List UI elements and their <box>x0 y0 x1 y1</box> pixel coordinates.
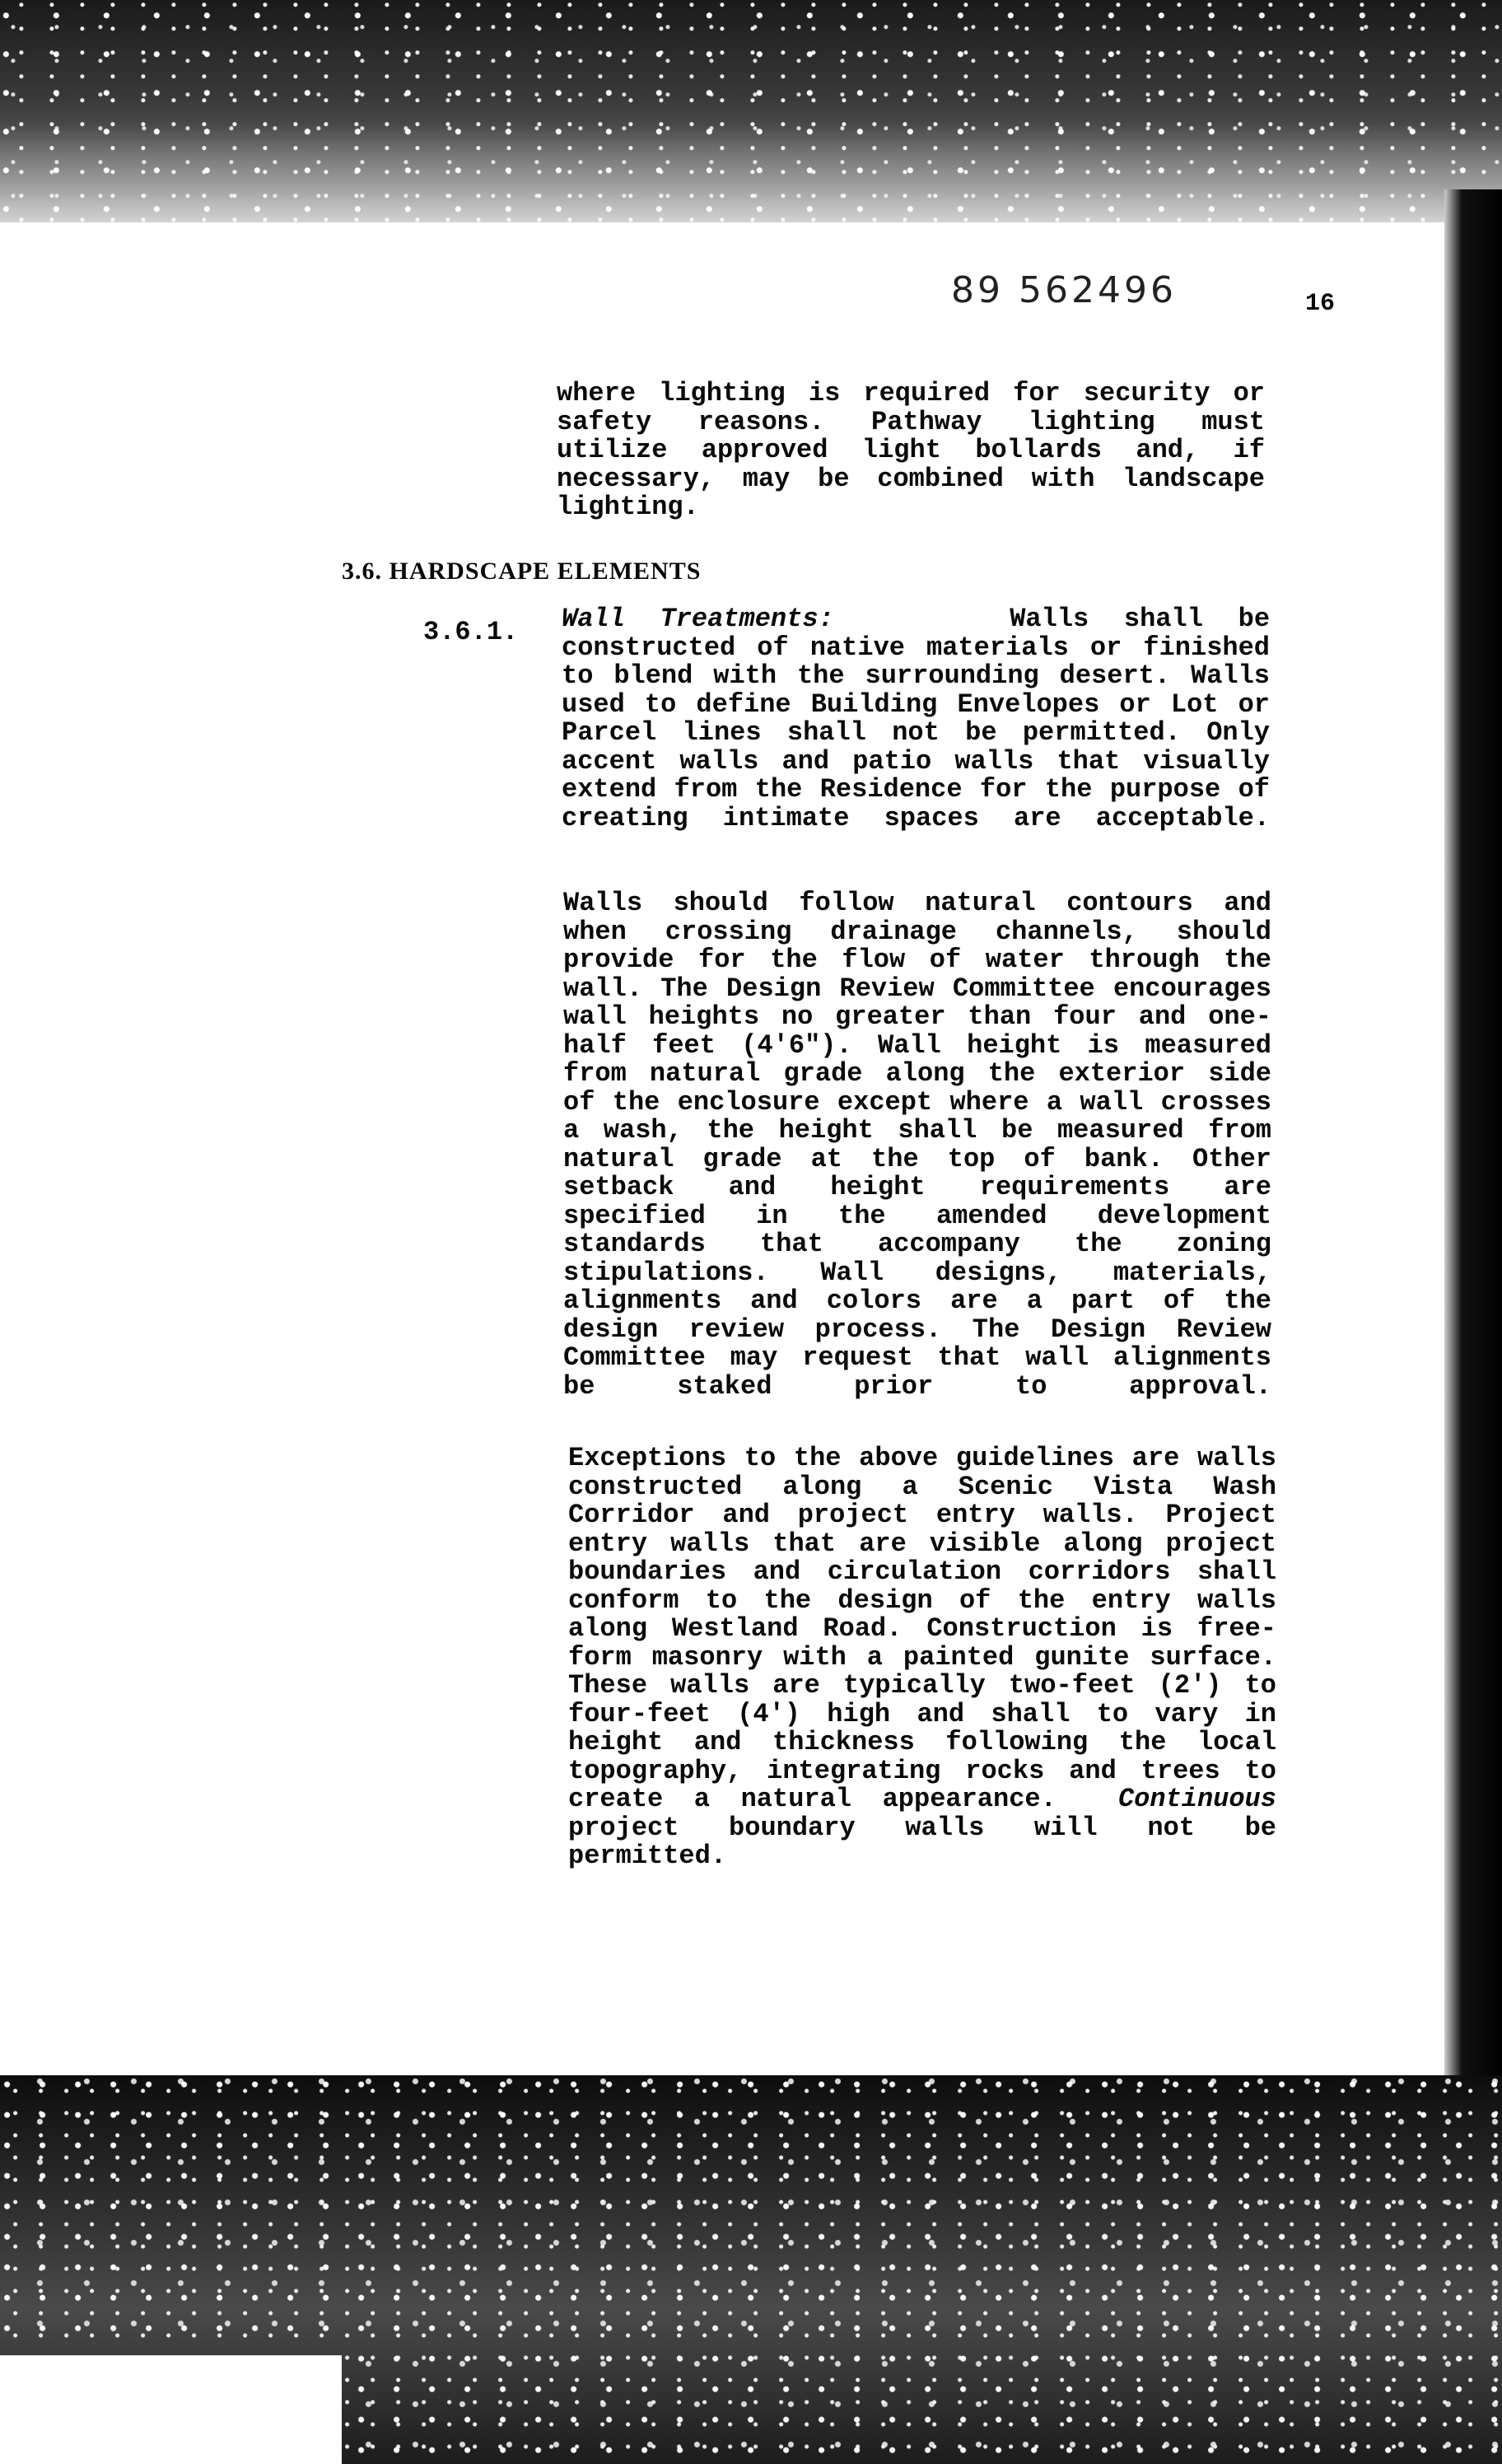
exceptions-emphasis: Continuous <box>1117 1784 1276 1814</box>
subsection-lead-text: Walls shall be constructed of native materials or finished to blend with the surrounding desert. Walls used to define Building Envelopes or Lot or Parcel lines shall not be permitted. Only accent walls and patio walls that visually extend from the Residence for the purpose of creating intimate spaces are acceptable. <box>562 604 1271 833</box>
document-stamp-number: 89 562496 <box>951 269 1177 311</box>
scan-border-right <box>1444 189 1502 2100</box>
exceptions-paragraph <box>568 1444 1276 1899</box>
subsection-lead-paragraph <box>562 605 1270 861</box>
walls-paragraph <box>563 889 1271 1430</box>
exceptions-paragraph-text: Exceptions to the above guidelines are walls constructed along a Scenic Vista Wash Corridor and project entry walls. Project entry walls that are visible along project boundaries and circulation corridors shall conform to the design of the entry walls along Westland Road. Construction is free-form masonry with a painted gunite surface. These walls are typically two-feet (2') to four-feet (4') high and shall to vary in height and thickness following the local topography, integrating rocks and trees to create a natural appearance. <box>568 1443 1276 1814</box>
page-number: 16 <box>1305 290 1336 318</box>
scan-border-left <box>0 222 5 2075</box>
intro-paragraph-text: where lighting is required for security or safety reasons. Pathway lighting must utilize approved light bollards and, if necessary, may be combined with landscape lighting. <box>557 378 1265 522</box>
scan-border-top-fade <box>0 124 1502 222</box>
subsection-title: Wall Treatments: <box>562 604 834 634</box>
section-heading: 3.6. HARDSCAPE ELEMENTS <box>342 558 702 585</box>
walls-paragraph-text: Walls should follow natural contours and when crossing drainage channels, should provide for the flow of water through the wall. The Design Review Committee encourages wall heights no greater than four and one-half feet (4'6"). Wall height is measured from natural grade along the exterior side of the enclosure except where a wall crosses a wash, the height shall be measured from natural grade at the top of bank. Other setback and height requirements are specified in the amended development standards that accompany the zoning stipulations. Wall designs, materials, alignments and colors are a part of the design review process. The Design Review Committee may request that wall alignments be staked prior to approval. <box>563 888 1271 1402</box>
scan-blank-corner <box>0 2355 342 2464</box>
subsection-number: 3.6.1. <box>423 617 519 647</box>
intro-paragraph <box>557 380 1265 550</box>
exceptions-paragraph-end: project boundary walls will not be permitted. <box>568 1812 1276 1871</box>
